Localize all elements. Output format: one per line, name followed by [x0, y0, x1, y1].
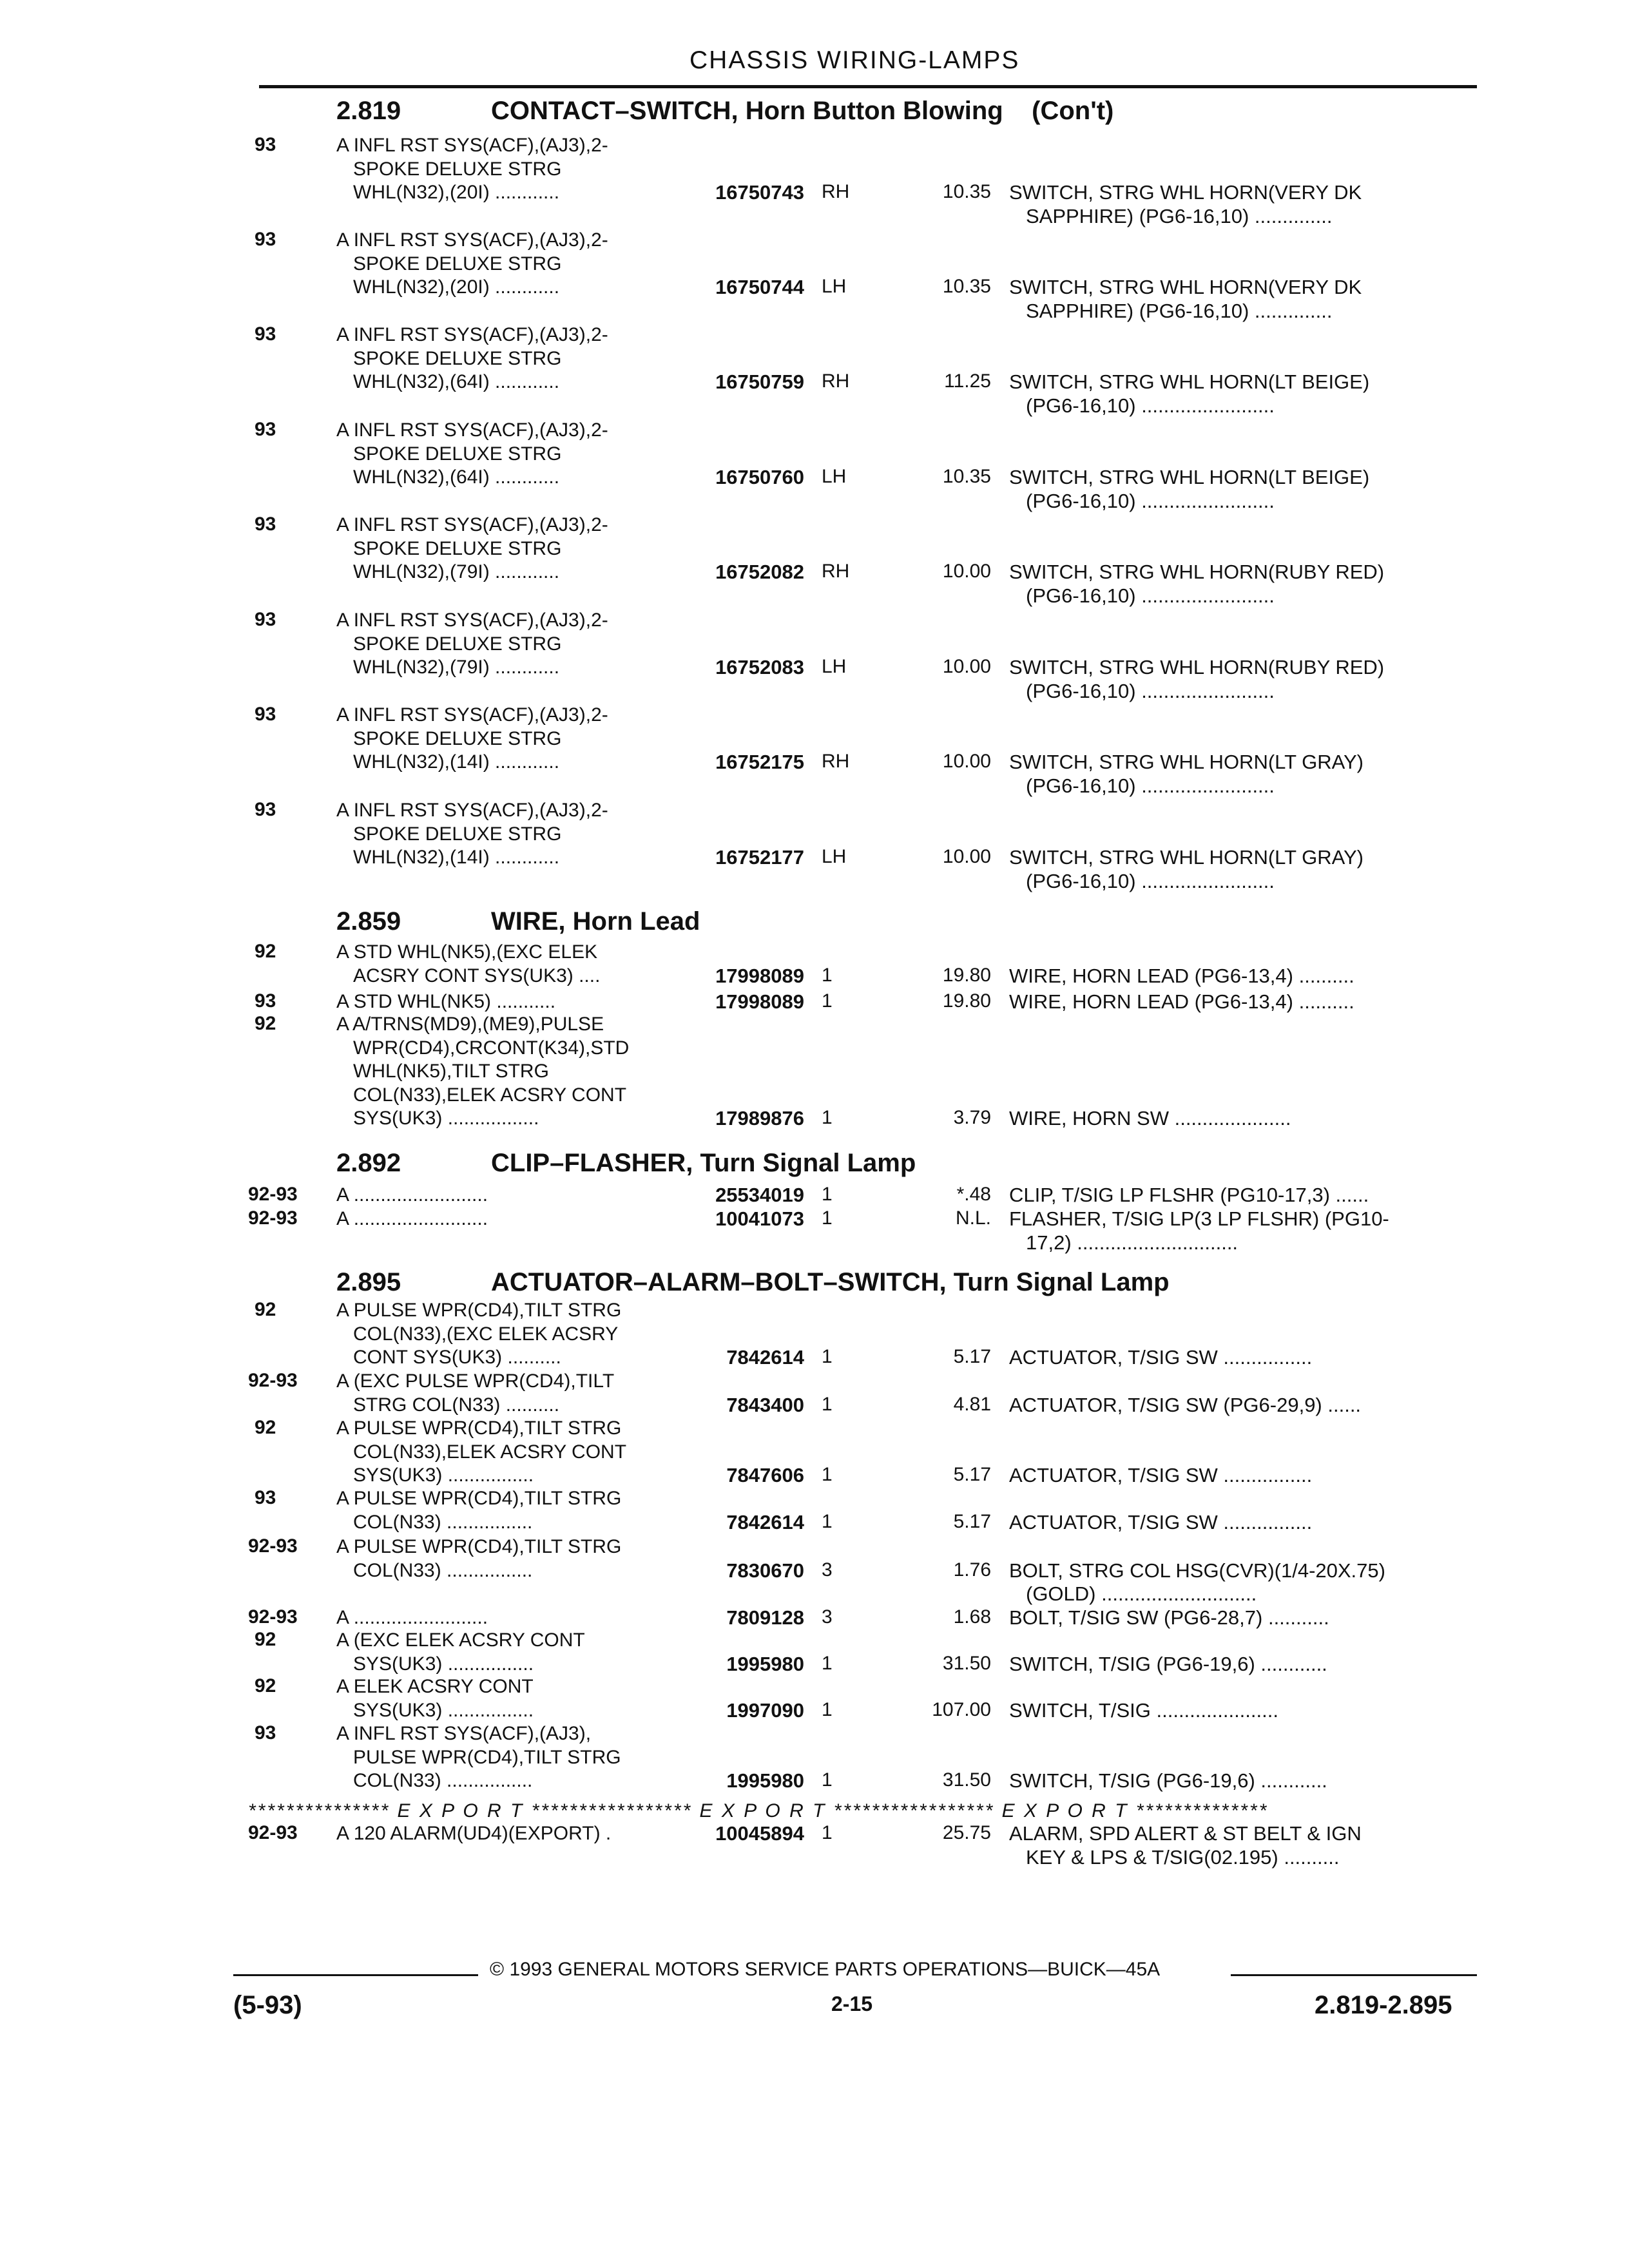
- list-price: 10.35: [942, 181, 991, 202]
- part-name-line: SWITCH, STRG WHL HORN(LT GRAY): [1009, 846, 1364, 869]
- part-name-line: ACTUATOR, T/SIG SW ................: [1009, 1510, 1313, 1533]
- quantity: RH: [822, 370, 850, 392]
- usage-line: A INFL RST SYS(ACF),(AJ3),2-: [336, 800, 608, 821]
- usage-line: SYS(UK3) .................: [353, 1108, 539, 1129]
- quantity: 1: [822, 1184, 833, 1205]
- usage-line: SYS(UK3) ................: [353, 1699, 534, 1721]
- usage-line: A .........................: [336, 1184, 488, 1206]
- model-year: 92: [255, 941, 276, 962]
- part-name: [1009, 1184, 1369, 1207]
- usage-line: WHL(N32),(79I) ............: [353, 657, 560, 678]
- model-year: 92: [255, 1417, 276, 1438]
- quantity: 3: [822, 1559, 833, 1581]
- part-name: [1009, 1559, 1385, 1606]
- usage-description: [336, 229, 608, 300]
- section-title: CONTACT–SWITCH, Horn Button Blowing (Con't): [491, 97, 1114, 125]
- model-year: 92-93: [248, 1822, 298, 1843]
- part-number: 16752177: [715, 846, 804, 869]
- usage-line: SPOKE DELUXE STRG: [353, 537, 562, 559]
- usage-line: A PULSE WPR(CD4),TILT STRG: [336, 1488, 622, 1509]
- quantity: 1: [822, 1393, 833, 1415]
- quantity: 1: [822, 1510, 833, 1532]
- part-name: [1009, 990, 1354, 1014]
- part-name-line: FLASHER, T/SIG LP(3 LP FLSHR) (PG10-: [1009, 1207, 1389, 1230]
- usage-description: [336, 941, 600, 988]
- usage-line: A INFL RST SYS(ACF),(AJ3),: [336, 1723, 592, 1744]
- model-year: 93: [255, 323, 276, 345]
- usage-line: SYS(UK3) ................: [353, 1465, 534, 1486]
- usage-line: STRG COL(N33) ..........: [353, 1394, 560, 1416]
- part-number: 16752082: [715, 561, 804, 583]
- list-price: 10.00: [942, 846, 991, 867]
- usage-line: A PULSE WPR(CD4),TILT STRG: [336, 1418, 622, 1439]
- part-name-line: (PG6-16,10) ........................: [1026, 394, 1275, 417]
- usage-description: [336, 799, 608, 870]
- usage-line: A PULSE WPR(CD4),TILT STRG: [336, 1300, 622, 1321]
- export-banner: *************** E X P O R T ***************** E X P O R T ***************** E X P O R T **************: [248, 1800, 1269, 1821]
- part-name-line: WIRE, HORN LEAD (PG6-13,4) ..........: [1009, 964, 1354, 987]
- part-name-line: WIRE, HORN LEAD (PG6-13,4) ..........: [1009, 990, 1354, 1013]
- part-number: 1995980: [726, 1769, 804, 1792]
- model-year: 92-93: [248, 1370, 298, 1391]
- part-name-line: ACTUATOR, T/SIG SW ................: [1009, 1346, 1313, 1369]
- list-price: 1.76: [953, 1559, 991, 1581]
- part-name: [1009, 1822, 1362, 1869]
- part-name-line: SAPPHIRE) (PG6-16,10) ..............: [1026, 299, 1333, 322]
- quantity: LH: [822, 276, 847, 297]
- part-number: 16750743: [715, 181, 804, 204]
- list-price: 5.17: [953, 1464, 991, 1485]
- quantity: 1: [822, 1698, 833, 1720]
- part-name-line: ACTUATOR, T/SIG SW ................: [1009, 1464, 1313, 1486]
- usage-line: COL(N33) ................: [353, 1559, 533, 1581]
- model-year: 93: [255, 134, 276, 155]
- usage-line: WHL(NK5),TILT STRG: [353, 1061, 549, 1082]
- page-title: CHASSIS WIRING-LAMPS: [689, 46, 1020, 74]
- quantity: RH: [822, 751, 850, 772]
- part-name-line: BOLT, STRG COL HSG(CVR)(1/4-20X.75): [1009, 1559, 1385, 1582]
- part-name-line: CLIP, T/SIG LP FLSHR (PG10-17,3) ......: [1009, 1184, 1369, 1206]
- section-title: CLIP–FLASHER, Turn Signal Lamp: [491, 1149, 916, 1177]
- footer-range: 2.819-2.895: [1315, 1991, 1452, 2019]
- usage-line: COL(N33),ELEK ACSRY CONT: [353, 1084, 627, 1106]
- part-name-line: ALARM, SPD ALERT & ST BELT & IGN: [1009, 1822, 1362, 1845]
- part-name: [1009, 1699, 1278, 1723]
- usage-line: WHL(N32),(14I) ............: [353, 847, 560, 868]
- usage-description: [336, 990, 555, 1014]
- list-price: 5.17: [953, 1510, 991, 1532]
- usage-line: WPR(CD4),CRCONT(K34),STD: [353, 1037, 630, 1059]
- usage-line: A (EXC PULSE WPR(CD4),TILT: [336, 1370, 615, 1392]
- part-number: 7830670: [726, 1559, 804, 1582]
- part-name-line: SWITCH, STRG WHL HORN(RUBY RED): [1009, 561, 1385, 583]
- part-name-line: SWITCH, T/SIG (PG6-19,6) ............: [1009, 1652, 1327, 1675]
- part-name-line: SWITCH, STRG WHL HORN(LT BEIGE): [1009, 466, 1370, 488]
- quantity: 1: [822, 1464, 833, 1485]
- usage-description: [336, 419, 608, 490]
- usage-line: A INFL RST SYS(ACF),(AJ3),2-: [336, 229, 608, 251]
- usage-line: SPOKE DELUXE STRG: [353, 253, 562, 274]
- part-number: 17989876: [715, 1107, 804, 1129]
- list-price: *.48: [956, 1184, 991, 1205]
- part-name: [1009, 751, 1364, 798]
- part-number: 7809128: [726, 1606, 804, 1629]
- list-price: 10.35: [942, 466, 991, 487]
- usage-description: [336, 323, 608, 394]
- part-name-line: BOLT, T/SIG SW (PG6-28,7) ...........: [1009, 1606, 1329, 1629]
- usage-line: A .........................: [336, 1607, 488, 1628]
- part-name: [1009, 1769, 1327, 1793]
- usage-line: WHL(N32),(14I) ............: [353, 751, 560, 773]
- model-year: 93: [255, 1487, 276, 1508]
- usage-line: A PULSE WPR(CD4),TILT STRG: [336, 1536, 622, 1557]
- part-number: 16750759: [715, 370, 804, 393]
- part-name-line: SWITCH, T/SIG (PG6-19,6) ............: [1009, 1769, 1327, 1792]
- list-price: 10.00: [942, 561, 991, 582]
- usage-line: SYS(UK3) ................: [353, 1653, 534, 1675]
- part-number: 7842614: [726, 1510, 804, 1533]
- part-name-line: (PG6-16,10) ........................: [1026, 679, 1275, 702]
- usage-line: A (EXC ELEK ACSRY CONT: [336, 1629, 585, 1651]
- part-name-line: KEY & LPS & T/SIG(02.195) ..........: [1026, 1845, 1340, 1869]
- model-year: 93: [255, 609, 276, 630]
- usage-description: [336, 1535, 621, 1582]
- usage-description: [336, 1629, 585, 1676]
- usage-line: COL(N33) ................: [353, 1770, 533, 1791]
- usage-line: A STD WHL(NK5),(EXC ELEK: [336, 941, 598, 963]
- usage-line: COL(N33) ................: [353, 1511, 533, 1533]
- section-title: ACTUATOR–ALARM–BOLT–SWITCH, Turn Signal Lamp: [491, 1268, 1170, 1296]
- usage-line: WHL(N32),(64I) ............: [353, 466, 560, 488]
- model-year: 92: [255, 1299, 276, 1320]
- part-number: 16752175: [715, 751, 804, 773]
- model-year: 92: [255, 1013, 276, 1034]
- quantity: RH: [822, 561, 850, 582]
- usage-line: A INFL RST SYS(ACF),(AJ3),2-: [336, 610, 608, 631]
- model-year: 93: [255, 704, 276, 725]
- part-name-line: (PG6-16,10) ........................: [1026, 869, 1275, 892]
- quantity: 1: [822, 1207, 833, 1229]
- footer-copyright: © 1993 GENERAL MOTORS SERVICE PARTS OPERATIONS—BUICK—45A: [490, 1959, 1161, 1980]
- section-number: 2.859: [336, 907, 401, 936]
- part-number: 7843400: [726, 1393, 804, 1416]
- model-year: 93: [255, 514, 276, 535]
- part-name-line: SWITCH, STRG WHL HORN(VERY DK: [1009, 181, 1362, 204]
- usage-line: SPOKE DELUXE STRG: [353, 823, 562, 845]
- list-price: 19.80: [942, 990, 991, 1012]
- list-price: 31.50: [942, 1652, 991, 1674]
- part-name: [1009, 1464, 1312, 1488]
- usage-line: SPOKE DELUXE STRG: [353, 443, 562, 465]
- list-price: 25.75: [942, 1822, 991, 1843]
- usage-line: A 120 ALARM(UD4)(EXPORT) .: [336, 1823, 612, 1844]
- model-year: 93: [255, 799, 276, 820]
- part-name: [1009, 370, 1369, 418]
- usage-line: SPOKE DELUXE STRG: [353, 158, 562, 180]
- usage-description: [336, 1722, 621, 1793]
- list-price: 1.68: [953, 1606, 991, 1628]
- part-number: 17998089: [715, 990, 804, 1013]
- model-year: 92-93: [248, 1184, 298, 1205]
- section-title: WIRE, Horn Lead: [491, 907, 700, 936]
- quantity: RH: [822, 181, 850, 202]
- part-name: [1009, 1207, 1389, 1254]
- part-name-line: SWITCH, STRG WHL HORN(LT BEIGE): [1009, 370, 1370, 393]
- quantity: LH: [822, 466, 847, 487]
- part-name-line: 17,2) .............................: [1026, 1231, 1239, 1254]
- model-year: 92-93: [248, 1535, 298, 1557]
- part-name: [1009, 846, 1364, 893]
- usage-description: [336, 1207, 488, 1231]
- usage-line: COL(N33),ELEK ACSRY CONT: [353, 1441, 627, 1463]
- model-year: 92-93: [248, 1606, 298, 1628]
- model-year: 92: [255, 1629, 276, 1650]
- section-number: 2.892: [336, 1149, 401, 1177]
- usage-line: A .........................: [336, 1208, 488, 1229]
- part-name-line: (PG6-16,10) ........................: [1026, 774, 1275, 797]
- part-name-line: (GOLD) ............................: [1026, 1582, 1257, 1605]
- usage-line: SPOKE DELUXE STRG: [353, 727, 562, 749]
- usage-line: WHL(N32),(79I) ............: [353, 561, 560, 582]
- part-number: 10041073: [715, 1207, 804, 1230]
- footer-page-number: 2-15: [831, 1992, 873, 2015]
- part-number: 10045894: [715, 1822, 804, 1845]
- usage-description: [336, 609, 608, 680]
- part-name: [1009, 466, 1369, 513]
- part-name-line: SWITCH, STRG WHL HORN(RUBY RED): [1009, 656, 1385, 678]
- usage-description: [336, 134, 608, 205]
- list-price: 107.00: [932, 1698, 991, 1720]
- usage-description: [336, 1822, 611, 1846]
- usage-line: WHL(N32),(64I) ............: [353, 371, 560, 392]
- list-price: 10.00: [942, 656, 991, 677]
- part-number: 17998089: [715, 964, 804, 987]
- usage-description: [336, 1299, 621, 1370]
- usage-line: WHL(N32),(20I) ............: [353, 182, 560, 203]
- part-number: 16750760: [715, 466, 804, 488]
- part-name-line: SAPPHIRE) (PG6-16,10) ..............: [1026, 204, 1333, 227]
- usage-description: [336, 514, 608, 584]
- model-year: 93: [255, 990, 276, 1012]
- part-name-line: WIRE, HORN SW .....................: [1009, 1107, 1291, 1129]
- usage-description: [336, 1675, 534, 1722]
- usage-line: WHL(N32),(20I) ............: [353, 276, 560, 298]
- usage-line: A STD WHL(NK5) ...........: [336, 991, 556, 1012]
- part-name-line: SWITCH, STRG WHL HORN(LT GRAY): [1009, 751, 1364, 773]
- part-name: [1009, 1606, 1329, 1630]
- usage-line: A INFL RST SYS(ACF),(AJ3),2-: [336, 704, 608, 726]
- usage-line: CONT SYS(UK3) ..........: [353, 1347, 561, 1368]
- quantity: 1: [822, 1769, 833, 1791]
- usage-description: [336, 1184, 488, 1207]
- part-name-line: SWITCH, T/SIG ......................: [1009, 1698, 1278, 1722]
- quantity: 1: [822, 990, 833, 1012]
- part-name-line: ACTUATOR, T/SIG SW (PG6-29,9) ......: [1009, 1393, 1362, 1416]
- quantity: 1: [822, 1107, 833, 1128]
- part-name: [1009, 656, 1384, 703]
- model-year: 92: [255, 1675, 276, 1696]
- header-rule: [259, 85, 1477, 88]
- model-year: 92-93: [248, 1207, 298, 1229]
- part-number: 7847606: [726, 1464, 804, 1486]
- quantity: 1: [822, 1346, 833, 1367]
- part-name: [1009, 181, 1362, 228]
- usage-line: SPOKE DELUXE STRG: [353, 347, 562, 369]
- part-name: [1009, 561, 1384, 608]
- part-name: [1009, 1107, 1291, 1131]
- footer-rule-left: [233, 1974, 478, 1976]
- part-number: 1995980: [726, 1652, 804, 1675]
- part-name: [1009, 276, 1362, 323]
- quantity: LH: [822, 846, 847, 867]
- usage-line: A INFL RST SYS(ACF),(AJ3),2-: [336, 135, 608, 156]
- part-name: [1009, 1394, 1361, 1418]
- usage-description: [336, 1417, 626, 1488]
- part-name: [1009, 965, 1354, 988]
- usage-line: A INFL RST SYS(ACF),(AJ3),2-: [336, 324, 608, 345]
- list-price: 5.17: [953, 1346, 991, 1367]
- part-name-line: (PG6-16,10) ........................: [1026, 584, 1275, 607]
- model-year: 93: [255, 1722, 276, 1744]
- section-number: 2.895: [336, 1268, 401, 1296]
- usage-description: [336, 1013, 629, 1131]
- quantity: 1: [822, 1652, 833, 1674]
- usage-description: [336, 704, 608, 774]
- section-number: 2.819: [336, 97, 401, 125]
- quantity: 1: [822, 1822, 833, 1843]
- part-number: 16750744: [715, 276, 804, 298]
- list-price: 3.79: [953, 1107, 991, 1128]
- usage-line: A INFL RST SYS(ACF),(AJ3),2-: [336, 419, 608, 441]
- quantity: 3: [822, 1606, 833, 1628]
- list-price: 11.25: [944, 370, 991, 392]
- usage-line: A INFL RST SYS(ACF),(AJ3),2-: [336, 514, 608, 535]
- usage-description: [336, 1487, 621, 1534]
- model-year: 93: [255, 419, 276, 440]
- part-number: 1997090: [726, 1698, 804, 1722]
- usage-line: PULSE WPR(CD4),TILT STRG: [353, 1746, 621, 1768]
- part-name: [1009, 1511, 1312, 1535]
- usage-line: A ELEK ACSRY CONT: [336, 1676, 534, 1697]
- usage-description: [336, 1370, 614, 1417]
- usage-description: [336, 1606, 488, 1630]
- list-price: N.L.: [955, 1207, 991, 1229]
- part-number: 16752083: [715, 656, 804, 678]
- list-price: 19.80: [942, 964, 991, 986]
- list-price: 4.81: [953, 1393, 991, 1415]
- quantity: 1: [822, 964, 833, 986]
- usage-line: A A/TRNS(MD9),(ME9),PULSE: [336, 1014, 604, 1035]
- footer-date: (5-93): [233, 1991, 302, 2019]
- usage-line: ACSRY CONT SYS(UK3) ....: [353, 965, 601, 986]
- part-name-line: (PG6-16,10) ........................: [1026, 489, 1275, 512]
- part-name: [1009, 1653, 1327, 1677]
- part-number: 25534019: [715, 1184, 804, 1206]
- usage-line: SPOKE DELUXE STRG: [353, 633, 562, 655]
- part-number: 7842614: [726, 1346, 804, 1369]
- list-price: 10.00: [942, 751, 991, 772]
- quantity: LH: [822, 656, 847, 677]
- part-name-line: SWITCH, STRG WHL HORN(VERY DK: [1009, 276, 1362, 298]
- list-price: 31.50: [942, 1769, 991, 1791]
- footer-rule-right: [1231, 1974, 1477, 1976]
- part-name: [1009, 1346, 1312, 1370]
- usage-line: COL(N33),(EXC ELEK ACSRY: [353, 1323, 619, 1345]
- model-year: 93: [255, 229, 276, 250]
- list-price: 10.35: [942, 276, 991, 297]
